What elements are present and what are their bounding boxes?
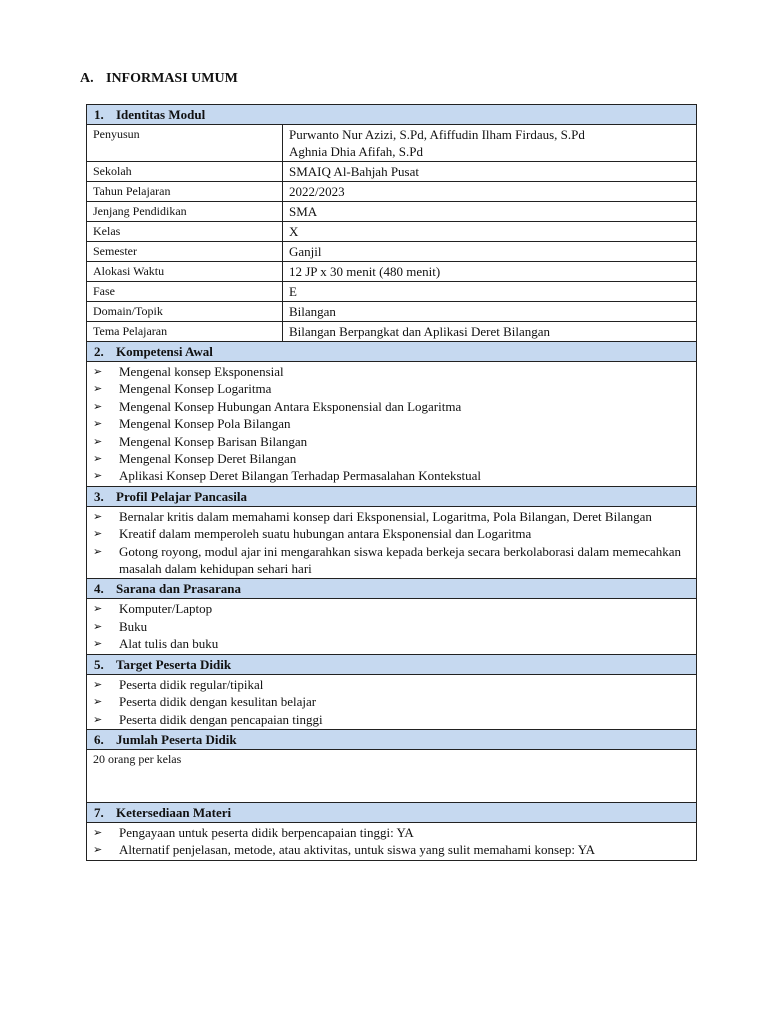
list-item: ➢ Alternatif penjelasan, metode, atau aktivitas, untuk siswa yang sulit memahami konsep: YA [93,841,690,858]
table-row [87,262,697,282]
list-item: ➢ Peserta didik dengan kesulitan belajar [93,693,690,710]
heading-kompetensi-awal [87,342,697,362]
table-row [87,322,697,342]
jumlah-row [87,749,697,802]
heading-title: Jumlah Peserta Didik [116,731,237,747]
heading-title: Identitas Modul [116,107,206,122]
sarana-list-row [87,599,697,654]
list-item: ➢ Mengenal Konsep Hubungan Antara Eksponensial dan Logaritma [93,398,690,415]
heading-profil-pelajar [87,486,697,506]
heading-identitas-modul [87,105,697,125]
heading-number: 5. [94,656,104,672]
row-label: Jenjang Pendidikan [87,202,283,222]
heading-target-peserta [87,654,697,674]
heading-title: Kompetensi Awal [116,344,213,359]
row-value: 2022/2023 [283,182,697,202]
kompetensi-list [93,363,690,485]
section-number: A. [80,71,94,86]
list-item: ➢ Peserta didik dengan pencapaian tinggi [93,711,690,728]
row-value: E [283,282,697,302]
materi-list [93,824,690,859]
heading-title: Sarana dan Prasarana [116,581,241,597]
row-value: X [283,222,697,242]
table-row [87,162,697,182]
table-row [87,202,697,222]
table-row [87,182,697,202]
list-item: ➢ Aplikasi Konsep Deret Bilangan Terhadap Permasalahan Kontekstual [93,467,690,484]
list-item: ➢ Alat tulis dan buku [93,635,690,652]
heading-number: 6. [94,731,104,747]
table-row [87,282,697,302]
heading-sarana-prasarana [87,579,697,599]
list-item: ➢ Mengenal Konsep Pola Bilangan [93,415,690,432]
list-item: ➢ Mengenal Konsep Barisan Bilangan [93,433,690,450]
profil-list [93,508,690,578]
row-label: Semester [87,242,283,262]
table-row [87,125,697,162]
list-item: ➢ Buku [93,618,690,635]
heading-number: 4. [94,581,104,597]
row-value: Bilangan [283,302,697,322]
row-label: Domain/Topik [87,302,283,322]
row-label: Penyusun [87,125,283,162]
penyusun-line-1: Purwanto Nur Azizi, S.Pd, Afiffudin Ilham Firdaus, S.Pd [289,127,585,142]
list-item: ➢ Gotong royong, modul ajar ini mengarahkan siswa kepada berkeja secara berkolaborasi dalam memecahkan masalah dalam kehidupan sehari hari [93,543,690,578]
kompetensi-list-row [87,362,697,487]
table-row [87,242,697,262]
section-title: INFORMASI UMUM [106,71,238,86]
heading-title: Profil Pelajar Pancasila [116,488,247,504]
heading-number: 1. [94,107,104,122]
target-list [93,676,690,728]
row-label: Fase [87,282,283,302]
heading-number: 2. [94,344,104,359]
table-row [87,302,697,322]
row-value: SMAIQ Al-Bahjah Pusat [283,162,697,182]
table-row [87,222,697,242]
row-value: Ganjil [283,242,697,262]
heading-ketersediaan-materi [87,802,697,822]
heading-title: Target Peserta Didik [116,656,232,672]
list-item: ➢ Pengayaan untuk peserta didik berpencapaian tinggi: YA [93,824,690,841]
list-item: ➢ Bernalar kritis dalam memahami konsep dari Eksponensial, Logaritma, Pola Bilangan, Deret Bilangan [93,508,690,525]
list-item: ➢ Kreatif dalam memperoleh suatu hubungan antara Eksponensial dan Logaritma [93,525,690,542]
row-label: Kelas [87,222,283,242]
sarana-list [93,600,690,652]
jumlah-text: 20 orang per kelas [87,749,697,802]
heading-number: 7. [94,804,104,820]
module-info-table [86,104,697,861]
target-list-row [87,674,697,729]
row-value: Bilangan Berpangkat dan Aplikasi Deret Bilangan [283,322,697,342]
list-item: ➢ Mengenal Konsep Logaritma [93,380,690,397]
row-value: 12 JP x 30 menit (480 menit) [283,262,697,282]
heading-number: 3. [94,488,104,504]
row-label: Tema Pelajaran [87,322,283,342]
section-heading [80,71,238,87]
row-label: Sekolah [87,162,283,182]
list-item: ➢ Mengenal konsep Eksponensial [93,363,690,380]
row-value: SMA [283,202,697,222]
heading-title: Ketersediaan Materi [116,804,232,820]
heading-jumlah-peserta [87,729,697,749]
row-label: Tahun Pelajaran [87,182,283,202]
materi-list-row [87,822,697,860]
row-value [283,125,697,162]
list-item: ➢ Komputer/Laptop [93,600,690,617]
row-label: Alokasi Waktu [87,262,283,282]
penyusun-line-2: Aghnia Dhia Afifah, S.Pd [289,144,423,159]
profil-list-row [87,506,697,579]
list-item: ➢ Mengenal Konsep Deret Bilangan [93,450,690,467]
list-item: ➢ Peserta didik regular/tipikal [93,676,690,693]
